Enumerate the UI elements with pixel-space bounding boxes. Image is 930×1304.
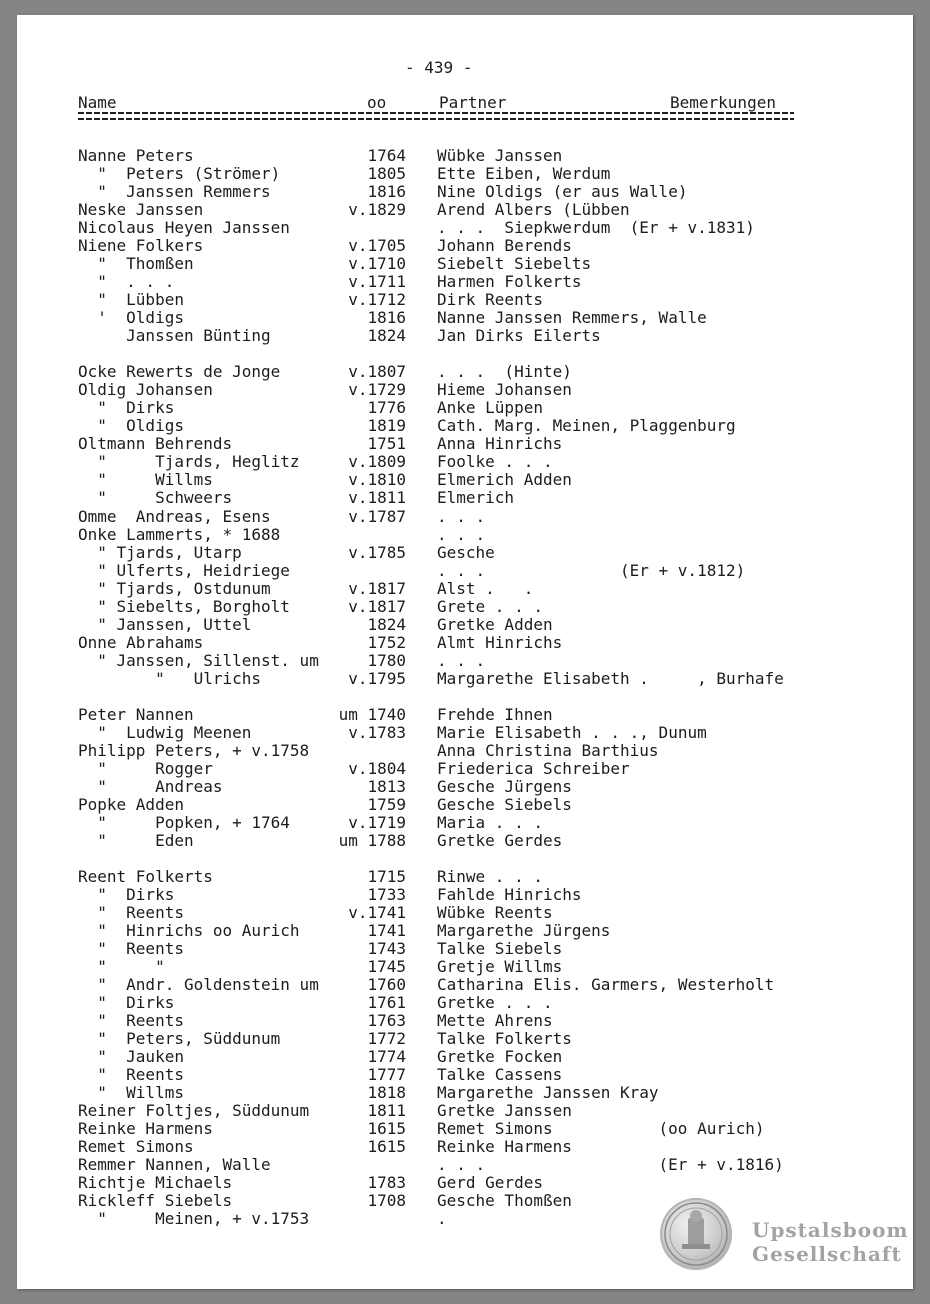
- entry-year: 1741: [367, 921, 406, 940]
- entry-year: 1772: [367, 1029, 406, 1048]
- entry-name: " Eden: [78, 831, 194, 850]
- table-row: [0, 1174, 930, 1192]
- entry-year: v.1710: [348, 254, 406, 273]
- entry-name: " Tjards, Utarp: [78, 543, 242, 562]
- entry-year: um 1788: [338, 831, 406, 850]
- table-row: [0, 453, 930, 471]
- entry-year: v.1741: [348, 903, 406, 922]
- entry-partner: Alst . .: [437, 579, 534, 598]
- entry-year: v.1729: [348, 380, 406, 399]
- entry-year: 1783: [367, 1173, 406, 1192]
- entry-name: Philipp Peters, + v.1758: [78, 741, 310, 760]
- entry-name: Peter Nannen: [78, 705, 194, 724]
- entry-remark: (Er + v.1812): [620, 561, 746, 580]
- entry-remark: (oo Aurich): [620, 1119, 765, 1138]
- entry-year: 1743: [367, 939, 406, 958]
- entry-name: " Lübben: [78, 290, 184, 309]
- entry-name: Remet Simons: [78, 1137, 194, 1156]
- entry-partner: Gesche Jürgens: [437, 777, 572, 796]
- entry-year: v.1807: [348, 362, 406, 381]
- entry-year: 1760: [367, 975, 406, 994]
- table-row: [0, 1012, 930, 1030]
- entry-name: " Schweers: [78, 488, 233, 507]
- entry-partner: Maria . . .: [437, 813, 543, 832]
- entry-name: Nanne Peters: [78, 146, 194, 165]
- entry-year: 1813: [367, 777, 406, 796]
- entry-name: " Dirks: [78, 993, 175, 1012]
- table-row: [0, 1102, 930, 1120]
- entry-partner: Anke Lüppen: [437, 398, 543, 417]
- table-row: [0, 1066, 930, 1084]
- entry-partner: Arend Albers (Lübben: [437, 200, 630, 219]
- entry-name: " ": [78, 957, 165, 976]
- entry-name: " Thomßen: [78, 254, 194, 273]
- table-row: [0, 922, 930, 940]
- entry-partner: Reinke Harmens: [437, 1137, 572, 1156]
- entry-name: Popke Adden: [78, 795, 184, 814]
- table-row: [0, 291, 930, 309]
- entry-partner: Talke Siebels: [437, 939, 563, 958]
- table-row: [0, 544, 930, 562]
- entry-year: 1761: [367, 993, 406, 1012]
- entry-name: Onne Abrahams: [78, 633, 204, 652]
- entry-name: Reinke Harmens: [78, 1119, 213, 1138]
- entry-partner: Margarethe Elisabeth . , Burhafe: [437, 669, 784, 688]
- entry-year: 1759: [367, 795, 406, 814]
- table-row: [0, 1156, 930, 1174]
- entry-partner: .: [437, 1209, 447, 1228]
- table-row: [0, 508, 930, 526]
- table-row: [0, 165, 930, 183]
- entry-year: 1733: [367, 885, 406, 904]
- table-row: [0, 237, 930, 255]
- table-row: [0, 904, 930, 922]
- table-row: [0, 652, 930, 670]
- entry-partner: Margarethe Janssen Kray: [437, 1083, 659, 1102]
- entry-partner: . . .: [437, 561, 486, 580]
- entry-name: Reent Folkerts: [78, 867, 213, 886]
- table-row: [0, 940, 930, 958]
- entry-year: 1805: [367, 164, 406, 183]
- table-row: [0, 796, 930, 814]
- table-row: [0, 994, 930, 1012]
- watermark-line-1: Upstalsboom: [752, 1218, 909, 1242]
- entry-year: 1745: [367, 957, 406, 976]
- entry-year: 1824: [367, 326, 406, 345]
- entry-year: v.1783: [348, 723, 406, 742]
- entry-partner: Dirk Reents: [437, 290, 543, 309]
- entry-name: Ocke Rewerts de Jonge: [78, 362, 281, 381]
- entry-partner: Gerd Gerdes: [437, 1173, 543, 1192]
- entry-name: " Ulrichs: [78, 669, 262, 688]
- header-remarks: Bemerkungen: [670, 93, 776, 112]
- table-row: [0, 381, 930, 399]
- entry-name: " Janssen Remmers: [78, 182, 271, 201]
- entry-partner: . . .: [437, 507, 486, 526]
- entry-name: Remmer Nannen, Walle: [78, 1155, 271, 1174]
- entry-partner: Nine Oldigs (er aus Walle): [437, 182, 688, 201]
- entry-partner: Elmerich Adden: [437, 470, 572, 489]
- entry-partner: Margarethe Jürgens: [437, 921, 611, 940]
- entry-name: " Tjards, Heglitz: [78, 452, 300, 471]
- table-row: [0, 958, 930, 976]
- entry-year: 1811: [367, 1101, 406, 1120]
- entry-name: " Ulferts, Heidriege: [78, 561, 290, 580]
- table-row: [0, 778, 930, 796]
- table-row: [0, 417, 930, 435]
- entry-name: " Willms: [78, 470, 213, 489]
- entry-partner: Gretje Willms: [437, 957, 563, 976]
- entry-partner: Jan Dirks Eilerts: [437, 326, 601, 345]
- table-row: [0, 760, 930, 778]
- header-name: Name: [78, 93, 117, 112]
- entry-name: " Willms: [78, 1083, 184, 1102]
- entry-year: v.1817: [348, 597, 406, 616]
- entry-partner: Fahlde Hinrichs: [437, 885, 582, 904]
- header-partner: Partner: [439, 93, 507, 112]
- entry-name: " Janssen, Sillenst. um: [78, 651, 319, 670]
- table-row: [0, 742, 930, 760]
- table-row: [0, 832, 930, 850]
- entry-name: " Reents: [78, 1011, 184, 1030]
- table-row: [0, 1048, 930, 1066]
- entry-partner: . . . Siepkwerdum (Er + v.1831): [437, 218, 755, 237]
- entry-partner: Catharina Elis. Garmers, Westerholt: [437, 975, 775, 994]
- table-row: [0, 814, 930, 832]
- entry-partner: Gesche Siebels: [437, 795, 572, 814]
- table-row: [0, 1084, 930, 1102]
- table-row: [0, 1030, 930, 1048]
- entry-partner: Wübke Janssen: [437, 146, 563, 165]
- header-double-rule: [78, 112, 794, 124]
- entry-name: " Siebelts, Borgholt: [78, 597, 290, 616]
- table-row: [0, 670, 930, 688]
- table-row: [0, 886, 930, 904]
- entry-year: v.1711: [348, 272, 406, 291]
- table-row: [0, 399, 930, 417]
- entry-partner: Elmerich: [437, 488, 515, 507]
- table-row: [0, 580, 930, 598]
- page-number: - 439 -: [405, 58, 473, 77]
- table-row: [0, 327, 930, 345]
- entry-partner: Remet Simons: [437, 1119, 553, 1138]
- entry-year: 1777: [367, 1065, 406, 1084]
- entry-name: " Andreas: [78, 777, 223, 796]
- entry-year: v.1787: [348, 507, 406, 526]
- entry-year: 1708: [367, 1191, 406, 1210]
- watermark-line-2: Gesellschaft: [752, 1242, 902, 1266]
- table-row: [0, 219, 930, 237]
- entry-name: " Ludwig Meenen: [78, 723, 252, 742]
- entry-year: 1774: [367, 1047, 406, 1066]
- entry-year: 1824: [367, 615, 406, 634]
- header-oo: oo: [367, 93, 387, 112]
- table-row: [0, 489, 930, 507]
- entry-year: v.1785: [348, 543, 406, 562]
- entry-partner: . . .: [437, 1155, 486, 1174]
- entry-name: " . . .: [78, 272, 175, 291]
- entry-name: " Tjards, Ostdunum: [78, 579, 271, 598]
- entry-partner: Friederica Schreiber: [437, 759, 630, 778]
- table-row: [0, 976, 930, 994]
- entry-year: 1615: [367, 1119, 406, 1138]
- entry-name: " Janssen, Uttel: [78, 615, 252, 634]
- entry-year: 1816: [367, 308, 406, 327]
- entry-name: Neske Janssen: [78, 200, 204, 219]
- entry-partner: Talke Folkerts: [437, 1029, 572, 1048]
- table-row: [0, 1192, 930, 1210]
- entry-year: 1818: [367, 1083, 406, 1102]
- entry-year: v.1705: [348, 236, 406, 255]
- entry-partner: Gesche: [437, 543, 495, 562]
- entry-partner: Anna Hinrichs: [437, 434, 563, 453]
- entry-partner: Johann Berends: [437, 236, 572, 255]
- entry-partner: Ette Eiben, Werdum: [437, 164, 611, 183]
- entry-year: um 1740: [338, 705, 406, 724]
- table-row: [0, 868, 930, 886]
- entry-name: Onke Lammerts, * 1688: [78, 525, 281, 544]
- entry-year: 1752: [367, 633, 406, 652]
- entry-name: Reiner Foltjes, Süddunum: [78, 1101, 310, 1120]
- entry-name: Nicolaus Heyen Janssen: [78, 218, 290, 237]
- entry-year: v.1804: [348, 759, 406, 778]
- entry-partner: Gretke Gerdes: [437, 831, 563, 850]
- entry-partner: Gretke . . .: [437, 993, 553, 1012]
- entry-name: Oltmann Behrends: [78, 434, 233, 453]
- entry-partner: Mette Ahrens: [437, 1011, 553, 1030]
- entry-name: Janssen Bünting: [78, 326, 271, 345]
- entry-name: " Reents: [78, 939, 184, 958]
- entry-name: " Peters, Süddunum: [78, 1029, 281, 1048]
- entry-partner: Rinwe . . .: [437, 867, 543, 886]
- entry-partner: . . .: [437, 651, 486, 670]
- table-row: [0, 201, 930, 219]
- entry-partner: Harmen Folkerts: [437, 272, 582, 291]
- table-row: [0, 273, 930, 291]
- entry-year: v.1811: [348, 488, 406, 507]
- entry-year: 1819: [367, 416, 406, 435]
- table-row: [0, 562, 930, 580]
- entry-partner: Cath. Marg. Meinen, Plaggenburg: [437, 416, 736, 435]
- entry-year: v.1810: [348, 470, 406, 489]
- entry-year: 1751: [367, 434, 406, 453]
- society-seal-logo: [660, 1198, 732, 1270]
- table-row: [0, 435, 930, 453]
- entry-year: v.1712: [348, 290, 406, 309]
- entry-name: " Meinen, + v.1753: [78, 1209, 310, 1228]
- table-row: [0, 255, 930, 273]
- entry-partner: Frehde Ihnen: [437, 705, 553, 724]
- entry-remark: (Er + v.1816): [620, 1155, 784, 1174]
- table-row: [0, 1120, 930, 1138]
- entry-name: " Peters (Strömer): [78, 164, 281, 183]
- entry-partner: Anna Christina Barthius: [437, 741, 659, 760]
- entry-year: 1816: [367, 182, 406, 201]
- entry-partner: Gretke Focken: [437, 1047, 563, 1066]
- entry-name: " Dirks: [78, 398, 175, 417]
- entry-name: Oldig Johansen: [78, 380, 213, 399]
- entry-year: v.1795: [348, 669, 406, 688]
- entry-name: " Dirks: [78, 885, 175, 904]
- entry-name: " Rogger: [78, 759, 213, 778]
- entry-partner: Gretke Adden: [437, 615, 553, 634]
- entry-name: Niene Folkers: [78, 236, 204, 255]
- entry-year: v.1809: [348, 452, 406, 471]
- entry-partner: Talke Cassens: [437, 1065, 563, 1084]
- entry-year: 1763: [367, 1011, 406, 1030]
- entry-year: 1715: [367, 867, 406, 886]
- entry-year: 1615: [367, 1137, 406, 1156]
- table-row: [0, 526, 930, 544]
- entry-partner: Gretke Janssen: [437, 1101, 572, 1120]
- table-row: [0, 183, 930, 201]
- entry-name: Richtje Michaels: [78, 1173, 233, 1192]
- table-row: [0, 598, 930, 616]
- table-row: [0, 471, 930, 489]
- entry-year: v.1829: [348, 200, 406, 219]
- entry-name: " Reents: [78, 903, 184, 922]
- table-row: [0, 309, 930, 327]
- entry-name: " Jauken: [78, 1047, 184, 1066]
- entry-name: " Oldigs: [78, 416, 184, 435]
- entry-partner: Nanne Janssen Remmers, Walle: [437, 308, 707, 327]
- entry-year: 1764: [367, 146, 406, 165]
- entry-name: " Reents: [78, 1065, 184, 1084]
- entry-partner: Siebelt Siebelts: [437, 254, 592, 273]
- entry-year: v.1719: [348, 813, 406, 832]
- entry-name: Rickleff Siebels: [78, 1191, 233, 1210]
- table-row: [0, 634, 930, 652]
- table-row: [0, 616, 930, 634]
- entry-name: Omme Andreas, Esens: [78, 507, 271, 526]
- entry-year: 1780: [367, 651, 406, 670]
- table-row: [0, 363, 930, 381]
- entry-name: " Popken, + 1764: [78, 813, 290, 832]
- entry-partner: . . . (Hinte): [437, 362, 572, 381]
- entry-year: v.1817: [348, 579, 406, 598]
- table-row: [0, 724, 930, 742]
- entry-partner: Wübke Reents: [437, 903, 553, 922]
- entry-partner: . . .: [437, 525, 486, 544]
- table-row: [0, 706, 930, 724]
- entry-partner: Foolke . . .: [437, 452, 553, 471]
- entry-partner: Almt Hinrichs: [437, 633, 563, 652]
- entry-partner: Marie Elisabeth . . ., Dunum: [437, 723, 707, 742]
- table-row: [0, 1138, 930, 1156]
- entry-name: ' Oldigs: [78, 308, 184, 327]
- entry-name: " Andr. Goldenstein um: [78, 975, 319, 994]
- entry-year: 1776: [367, 398, 406, 417]
- entry-partner: Grete . . .: [437, 597, 543, 616]
- entry-partner: Gesche Thomßen: [437, 1191, 572, 1210]
- entry-partner: Hieme Johansen: [437, 380, 572, 399]
- table-row: [0, 147, 930, 165]
- entry-name: " Hinrichs oo Aurich: [78, 921, 300, 940]
